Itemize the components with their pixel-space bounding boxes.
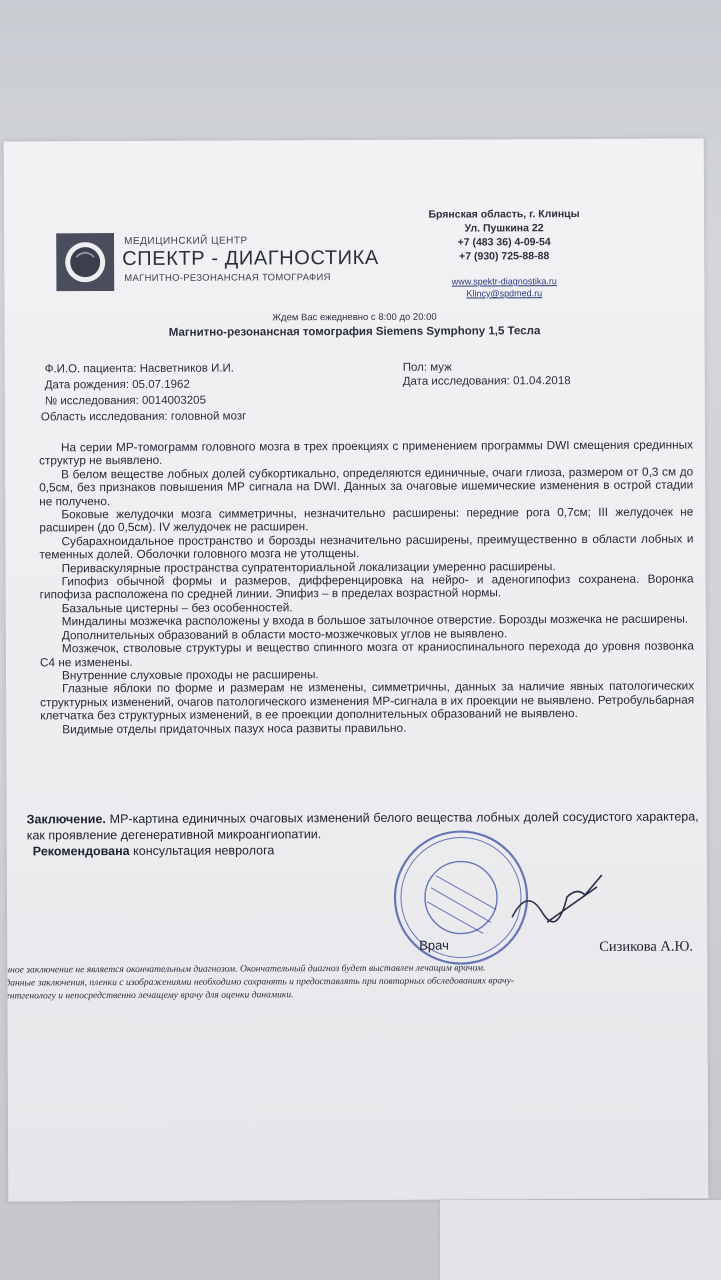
doctor-name: Сизикова А.Ю. [599,938,694,955]
conclusion-block [27,809,699,860]
finding-paragraph: Дополнительных образований в области мосто-мозжечковых углов не выявлено. [61,626,508,642]
recommendation-text: консультация невролога [133,843,275,858]
disclaimer-line: ентгенологу и непосредственно лечащему врачу для оценки динамики. [5,989,294,1002]
signature-icon [507,867,607,937]
finding-paragraph: Внутренние слуховые проходы не расширены. [61,667,319,683]
clinic-logo-icon [56,233,114,291]
finding-paragraph: В белом веществе лобных долей субкортикально, определяются единичные, очаги глиоза, размером от 0,3 см до 0,5см, без признаков повышения МР сигнала на DWI. Данных за очаговые ишемические изменения в острой стадии не получено. [39,464,694,509]
recommendation-paragraph [27,841,699,860]
website-link: www.spektr-diagnostika.ru [451,276,557,287]
opening-hours: Ждем Вас ежедневно с 8:00 до 20:00 [272,311,437,324]
report-title: Магнитно-резонансная томография Siemens Symphony 1,5 Тесла [168,325,541,339]
finding-paragraph: Гипофиз обычной формы и размеров, дифференцировка на нейро- и аденогипофиз сохранена. Воронка гипофиза расположена по средней линии. Эпифиз – в пределах возрастной нормы. [39,571,694,602]
phone-1: +7 (483 36) 4-09-54 [457,236,551,249]
findings [39,439,694,737]
finding-paragraph: Субарахноидальное пространство и борозды незначительно расширены, преимущественно в области лобных и теменных долей. Оболочки головного мозга не утолщены. [39,531,694,562]
email-link: Klincy@spdmed.ru [466,288,543,299]
exam-date: Дата исследования: 01.04.2018 [402,375,571,388]
finding-paragraph: На серии МР-томограмм головного мозга в трех проекциях с применением программы DWI смещения срединных структур не выявлено. [39,437,694,468]
underlying-sheet [440,1200,721,1280]
patient-name: Ф.И.О. пациента: Насветников И.И. [44,362,235,376]
conclusion-paragraph [27,809,699,844]
finding-paragraph: Боковые желудочки мозга симметричны, незначительно расширены: передние рога 0,7см; III желудочек не расширен (до 0,5см). IV желудочек не расширен. [39,504,694,535]
patient-dob: Дата рождения: 05.07.1962 [44,378,190,392]
brand-subtitle: МАГНИТНО-РЕЗОНАНСНАЯ ТОМОГРАФИЯ [124,272,331,285]
contact-block [404,207,604,264]
links-block [404,275,604,300]
brand-tagline: МЕДИЦИНСКИЙ ЦЕНТР [124,235,248,248]
finding-paragraph: Глазные яблоки по форме и размерам не изменены, симметричны, данных за наличие явных патологических структурных изменений, очагов патологического изменения МР-сигнала в их проекции не выявлено. Ретробульбарная клетчатка без структурных изменений, в ее проекции дополнительных образований не выявлено. [40,678,695,723]
finding-paragraph: Базальные цистерны – без особенностей. [61,600,293,616]
finding-paragraph: Мозжечок, стволовые структуры и вещество спинного мозга от краниоспинального перехода до уровня позвонка С4 не изменены. [39,638,694,669]
finding-paragraph: Миндалины мозжечка расположены у входа в большое затылочное отверстие. Борозды мозжечка не расширены. [61,611,689,629]
disclaimer-line: нное заключение не является окончательным диагнозом. Окончательный диагноз будет выставлен лечащим врачом. [5,962,486,976]
finding-paragraph: Периваскулярные пространства супратенториальной локализации умеренно расширены. [61,558,556,575]
disclaimer [5,961,665,1003]
conclusion-text: МР-картина единичных очаговых изменений белого вещества лобных долей сосудистого характера, как проявление дегенеративной микроангиопатии. [26,809,699,843]
address-street: Ул. Пушкина 22 [464,222,544,235]
exam-number: № исследования: 0014003205 [44,394,206,408]
conclusion-label: Заключение. [26,812,106,827]
report-sheet [4,138,709,1201]
patient-sex: Пол: муж [402,361,452,374]
recommendation-label: Рекомендована [32,843,130,859]
brand-name: СПЕКТР - ДИАГНОСТИКА [122,246,379,271]
disclaimer-line: данные заключения, пленки с изображениями необходимо сохранять и предоставлять при повторных обследованиях врачу- [5,975,515,989]
finding-paragraph: Видимые отделы придаточных пазух носа развиты правильно. [62,720,407,736]
signature-role: Врач [419,937,449,953]
address-region: Брянская область, г. Клинцы [428,208,580,221]
phone-2: +7 (930) 725-88-88 [459,250,550,263]
exam-area: Область исследования: головной мозг [40,410,247,424]
